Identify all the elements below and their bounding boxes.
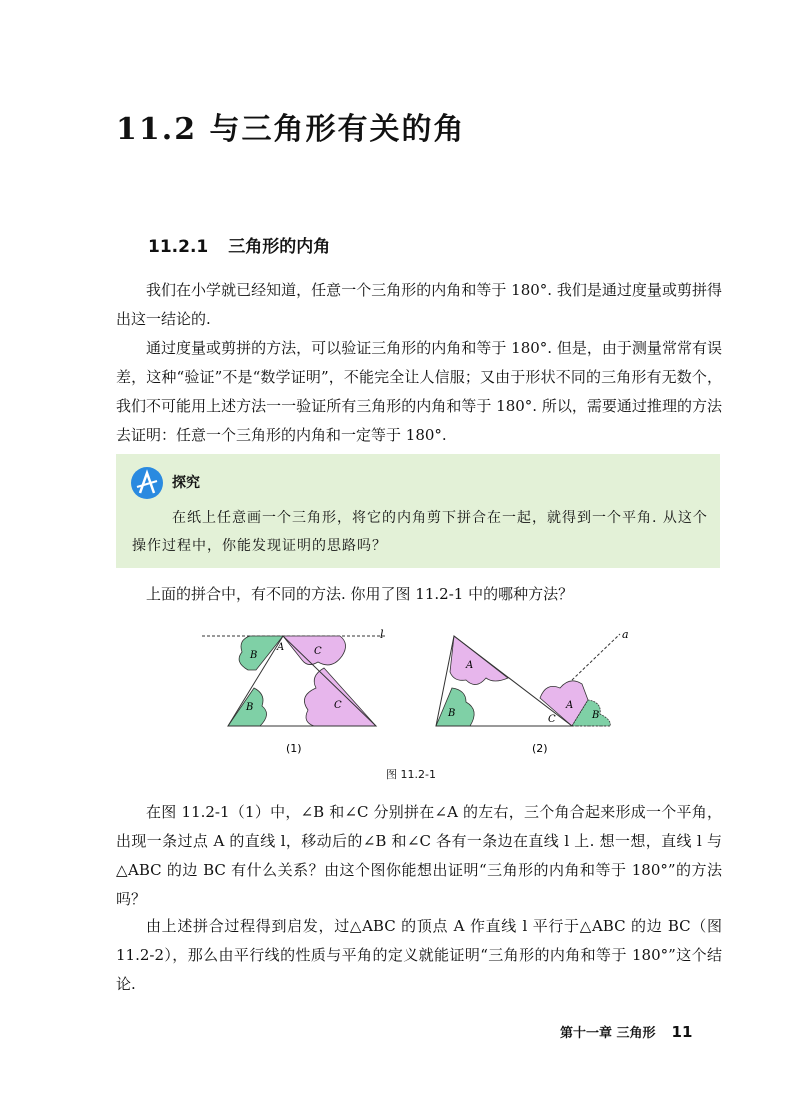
- paragraph-2: 通过度量或剪拼的方法，可以验证三角形的内角和等于 180°. 但是，由于测量常常有误差，这种“验证”不是“数学证明”，不能完全让人信服；又由于形状不同的三角形有无数个，我们不可能用上述方法一一验证所有三角形的内角和等于 180°. 所以，需要通过推理的方法去证明：任意一个三角形的内角和一定等于 180°.: [116, 339, 722, 444]
- section-name: 三角形的内角: [228, 237, 331, 257]
- section-number: 11.2.1: [148, 237, 209, 257]
- line-a: [572, 634, 620, 680]
- label-b1-bottom: B: [246, 702, 254, 713]
- page-number: 11: [671, 1023, 693, 1041]
- paragraph-3: 上面的拼合中，有不同的方法. 你用了图 11.2-1 中的哪种方法？: [146, 585, 574, 603]
- footer-chapter: 第十一章 三角形: [560, 1026, 656, 1041]
- paragraph-1: 我们在小学就已经知道，任意一个三角形的内角和等于 180°. 我们是通过度量或剪拼得出这一结论的.: [116, 281, 722, 328]
- paragraph-4: 在图 11.2-1（1）中，∠B 和∠C 分别拼在∠A 的左右，三个角合起来形成一个平角，出现一条过点 A 的直线 l，移动后的∠B 和∠C 各有一条边在直线 l 上. 想一想，直线 l 与△ABC 的边 BC 有什么关系？由这个图你能想出证明“三角形的内角和等于 180°”的方法吗？: [116, 803, 722, 908]
- label-b2-moved: B: [592, 710, 600, 721]
- label-c1-top: C: [314, 646, 322, 657]
- label-c1-bottom: C: [334, 700, 342, 711]
- explore-text: 在纸上任意画一个三角形，将它的内角剪下拼合在一起，就得到一个平角. 从这个操作过程中，你能发现证明的思路吗？: [132, 510, 708, 554]
- explore-box: [116, 454, 720, 568]
- chapter-title: 11.2 与三角形有关的角: [116, 112, 466, 147]
- section-title: [148, 232, 350, 257]
- label-b1-top: B: [250, 650, 258, 661]
- piece-a: [450, 636, 508, 685]
- figure-11-2-1: [190, 618, 650, 788]
- explore-label: 探究: [172, 475, 200, 491]
- label-b2: B: [448, 708, 456, 719]
- compass-icon: [130, 466, 164, 500]
- label-a-line: a: [622, 628, 629, 641]
- label-a2: A: [466, 660, 474, 671]
- subfig-2-label: (2): [532, 742, 548, 755]
- label-l: l: [380, 628, 384, 641]
- label-c2: C: [548, 714, 556, 725]
- piece-b-2: [436, 688, 474, 726]
- page-footer: [560, 1022, 692, 1041]
- label-a1: A: [277, 642, 285, 653]
- paragraph-5: 由上述拼合过程得到启发，过△ABC 的顶点 A 作直线 l 平行于△ABC 的边 BC（图 11.2-2），那么由平行线的性质与平角的定义就能证明“三角形的内角和等于 180°”这个结论.: [116, 917, 722, 993]
- subfig-1-label: (1): [286, 742, 302, 755]
- label-a2-moved: A: [566, 700, 574, 711]
- piece-c-bottom: [304, 668, 376, 726]
- figure-caption: 图 11.2-1: [386, 768, 436, 781]
- figure-drawing: [190, 618, 650, 768]
